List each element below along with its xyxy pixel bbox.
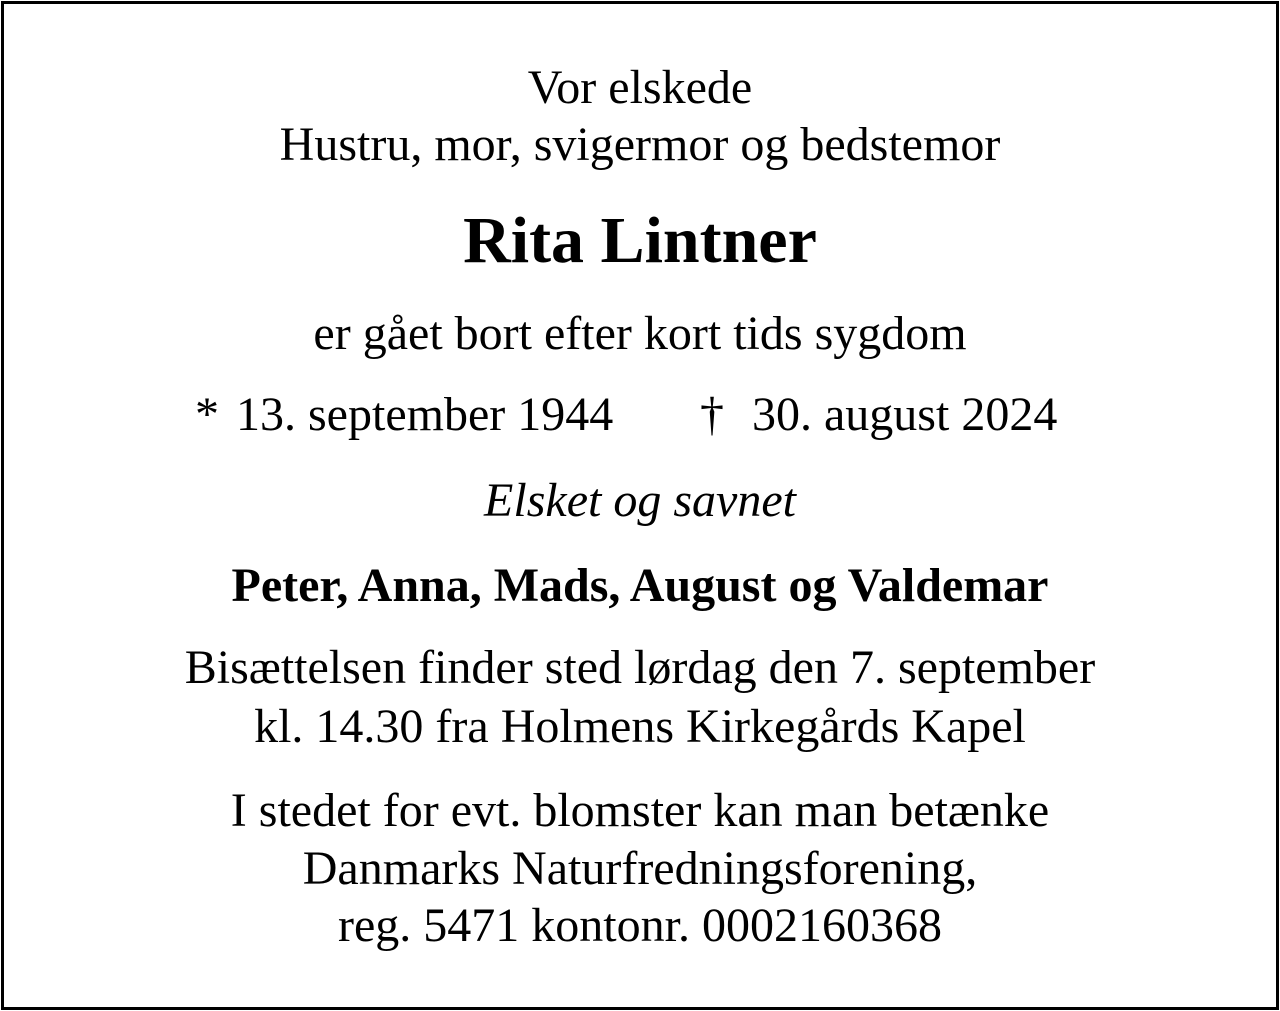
birth-symbol: * [195,388,219,441]
intro-line-1: Vor elskede [527,61,753,114]
funeral-line-1: Bisættelsen finder sted lørdag den 7. september [184,641,1096,694]
donation-line-3: reg. 5471 kontonr. 0002160368 [338,899,942,952]
donation-line-1: I stedet for evt. blomster kan man betænke [230,784,1050,837]
birth-date: 13. september 1944 [236,388,614,441]
deceased-name: Rita Lintner [463,204,817,277]
funeral-line-2: kl. 14.30 fra Holmens Kirkegårds Kapel [254,700,1026,753]
family-names: Peter, Anna, Mads, August og Valdemar [231,559,1049,612]
donation-line-2: Danmarks Naturfredningsforening, [302,842,978,895]
intro-line-2: Hustru, mor, svigermor og bedstemor [279,118,1001,171]
death-cross-icon: † [700,388,724,441]
subtitle: er gået bort efter kort tids sygdom [313,307,967,360]
tagline: Elsket og savnet [484,474,796,527]
death-date: 30. august 2024 [752,388,1058,441]
